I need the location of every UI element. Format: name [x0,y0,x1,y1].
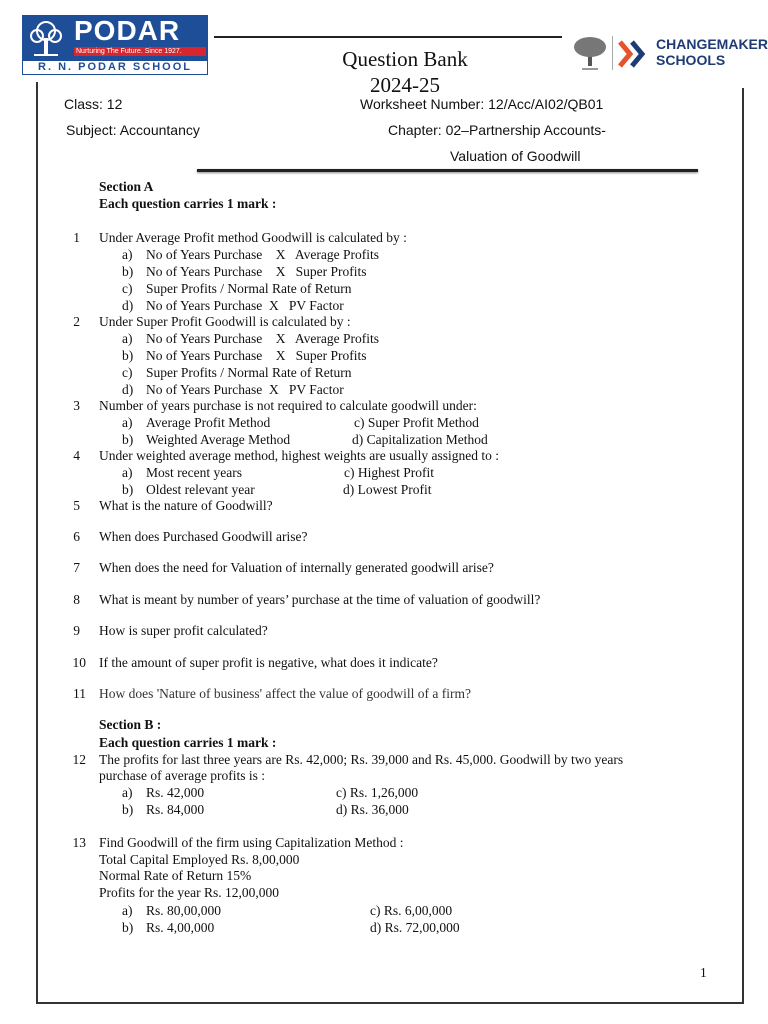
question-text: Find Goodwill of the firm using Capitalization Method : [99,835,404,850]
page-title: Question Bank [342,47,468,71]
option-text: d) Capitalization Method [352,432,488,447]
option-text: Rs. 42,000 [146,785,205,800]
section-b-title: Section B : [99,717,162,732]
option-letter: b) [122,432,134,447]
option-text: Rs. 80,00,000 [146,903,222,918]
option-letter: b) [122,482,134,497]
question-number: 10 [72,655,86,670]
changemaker-logo [566,30,766,78]
question-number: 3 [73,398,80,413]
option-letter: a) [122,903,133,918]
option-text: Oldest relevant year [146,482,255,497]
option-letter: a) [122,465,133,480]
question-text: Under Super Profit Goodwill is calculated by : [99,314,351,329]
header-rule [214,36,562,38]
option-text: c) Rs. 6,00,000 [370,903,453,918]
page-number: 1 [700,965,707,980]
option-text: Super Profits / Normal Rate of Return [146,281,352,296]
question-text: Profits for the year Rs. 12,00,000 [99,885,279,900]
option-letter: b) [122,920,134,935]
question-text: Normal Rate of Return 15% [99,868,252,883]
option-text: Weighted Average Method [146,432,291,447]
class-label: Class: 12 [64,96,123,112]
question-text: What is the nature of Goodwill? [99,498,273,513]
option-text: Super Profits / Normal Rate of Return [146,365,352,380]
option-text: c) Rs. 1,26,000 [336,785,419,800]
question-text: How does 'Nature of business' affect the value of goodwill of a firm? [99,686,472,701]
option-letter: a) [122,247,133,262]
question-text: Number of years purchase is not required to calculate goodwill under: [99,398,477,413]
question-number: 13 [72,835,86,850]
question-text: If the amount of super profit is negative, what does it indicate? [99,655,438,670]
school-name: R. N. PODAR SCHOOL [22,60,208,75]
podar-brand: PODAR [74,15,181,46]
option-text: d) Rs. 36,000 [336,802,409,817]
option-text: c) Highest Profit [344,465,434,480]
option-text: Average Profit Method [146,415,271,430]
question-number: 9 [73,623,80,638]
question-number: 7 [73,560,80,575]
question-number: 6 [73,529,80,544]
option-letter: a) [122,331,133,346]
question-text: How is super profit calculated? [99,623,268,638]
option-text: Most recent years [146,465,242,480]
option-letter: c) [122,281,133,296]
chapter-label: Chapter: 02–Partnership Accounts- [388,122,606,138]
section-a-subtitle: Each question carries 1 mark : [99,196,277,211]
partner-line-2: SCHOOLS [656,52,726,68]
option-text: No of Years Purchase X Average Profits [146,331,379,346]
option-text: No of Years Purchase X Average Profits [146,247,379,262]
question-number: 4 [73,448,80,463]
question-number: 1 [73,230,80,245]
question-text: When does Purchased Goodwill arise? [99,529,308,544]
option-letter: c) [122,365,133,380]
info-divider [197,169,698,172]
chevron-arrows-icon [618,38,652,70]
section-b-subtitle: Each question carries 1 mark : [99,735,277,750]
question-text: Total Capital Employed Rs. 8,00,000 [99,852,300,867]
question-text: The profits for last three years are Rs. 42,000; Rs. 39,000 and Rs. 45,000. Goodwill by two years [99,752,624,767]
option-letter: a) [122,415,133,430]
podar-school-logo [22,15,208,75]
question-number: 12 [72,752,86,767]
option-letter: a) [122,785,133,800]
option-text: No of Years Purchase X PV Factor [146,382,344,397]
option-text: No of Years Purchase X Super Profits [146,348,367,363]
tree-icon [26,18,66,57]
question-text: When does the need for Valuation of internally generated goodwill arise? [99,560,494,575]
question-number: 11 [73,686,86,701]
option-text: d) Lowest Profit [343,482,432,497]
worksheet-number: Worksheet Number: 12/Acc/AI02/QB01 [360,96,604,112]
chapter-subtitle: Valuation of Goodwill [450,148,581,164]
page-border-bottom [36,1002,744,1004]
question-number: 8 [73,592,80,607]
partner-line-1: CHANGEMAKER [656,36,768,52]
option-text: Rs. 4,00,000 [146,920,215,935]
option-letter: b) [122,348,134,363]
page-border-right [742,88,744,1004]
option-text: Rs. 84,000 [146,802,205,817]
question-text: What is meant by number of years’ purchase at the time of valuation of goodwill? [99,592,541,607]
option-text: c) Super Profit Method [354,415,479,430]
option-text: No of Years Purchase X PV Factor [146,298,344,313]
question-number: 2 [73,314,80,329]
option-letter: d) [122,298,134,313]
podar-tagline: Nurturing The Future. Since 1927. [74,47,206,56]
option-letter: d) [122,382,134,397]
question-number: 5 [73,498,80,513]
question-text: Under weighted average method, highest weights are usually assigned to : [99,448,500,463]
page-border-left [36,82,38,1004]
section-a-title: Section A [99,179,154,194]
academic-year: 2024-25 [370,73,440,97]
subject-label: Subject: Accountancy [66,122,200,138]
question-text: Under Average Profit method Goodwill is calculated by : [99,230,407,245]
question-text: purchase of average profits is : [99,768,266,783]
option-letter: b) [122,264,134,279]
tree-emblem-icon [570,34,610,72]
option-text: d) Rs. 72,00,000 [370,920,460,935]
option-letter: b) [122,802,134,817]
option-text: No of Years Purchase X Super Profits [146,264,367,279]
